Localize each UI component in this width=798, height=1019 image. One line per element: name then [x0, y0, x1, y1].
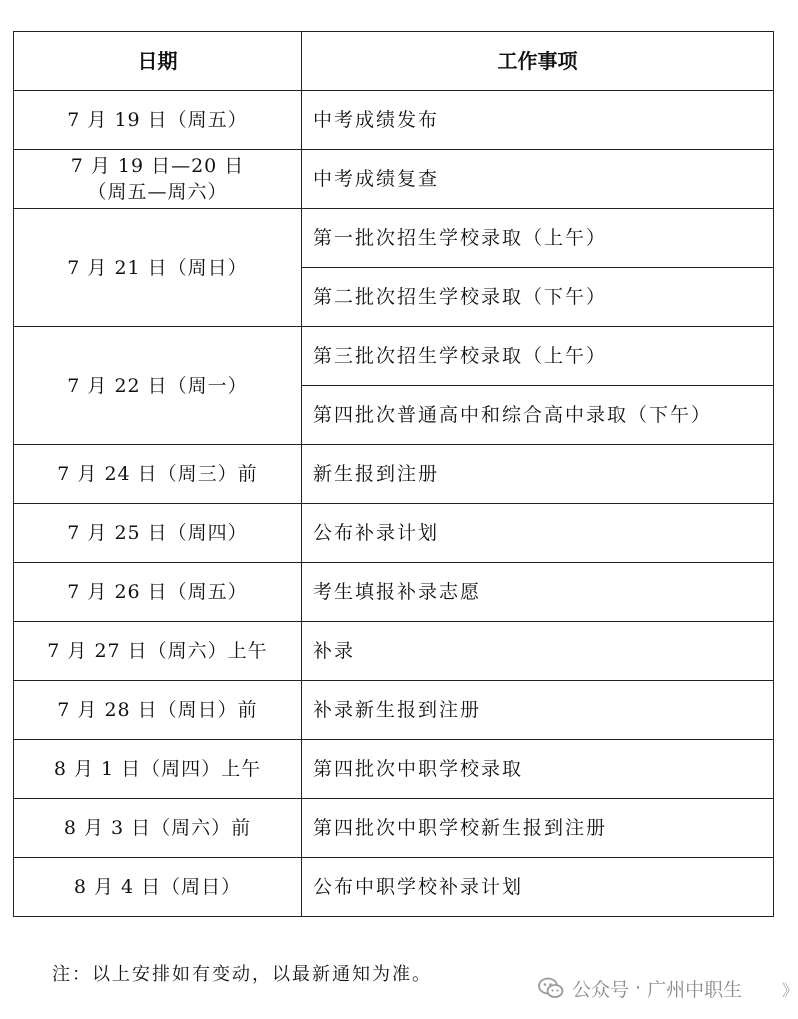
- task-cell: 第四批次普通高中和综合高中录取（下午）: [302, 386, 774, 445]
- date-cell-line1: 7 月 19 日—20 日: [70, 155, 245, 177]
- table-row: [14, 150, 774, 209]
- date-cell: 7 月 24 日（周三）前: [14, 445, 302, 504]
- date-cell: 7 月 25 日（周四）: [14, 504, 302, 563]
- date-cell-line2: （周五—周六）: [87, 181, 228, 203]
- schedule-table: [13, 31, 774, 917]
- date-cell: 7 月 28 日（周日）前: [14, 681, 302, 740]
- table-row: [14, 799, 774, 858]
- task-cell: 第四批次中职学校新生报到注册: [302, 799, 774, 858]
- table-row: [14, 622, 774, 681]
- date-cell: 7 月 19 日（周五）: [14, 91, 302, 150]
- table-row: [14, 504, 774, 563]
- task-cell: 中考成绩复查: [302, 150, 774, 209]
- wechat-icon: [538, 976, 564, 1000]
- task-cell: 公布中职学校补录计划: [302, 858, 774, 917]
- watermark-edge-glyph: 》: [781, 981, 798, 1000]
- task-cell: 考生填报补录志愿: [302, 563, 774, 622]
- task-cell: 中考成绩发布: [302, 91, 774, 150]
- date-column-header: 日期: [14, 32, 302, 91]
- task-cell: 公布补录计划: [302, 504, 774, 563]
- task-column-header: 工作事项: [302, 32, 774, 91]
- watermark-separator: ·: [635, 977, 642, 999]
- date-cell: 8 月 4 日（周日）: [14, 858, 302, 917]
- table-row: [14, 858, 774, 917]
- table-row: [14, 327, 774, 386]
- date-cell: 7 月 26 日（周五）: [14, 563, 302, 622]
- task-cell: 第三批次招生学校录取（上午）: [302, 327, 774, 386]
- table-row: [14, 740, 774, 799]
- date-cell: 7 月 27 日（周六）上午: [14, 622, 302, 681]
- watermark-label: 公众号: [572, 978, 630, 1001]
- date-cell: 8 月 1 日（周四）上午: [14, 740, 302, 799]
- date-cell: 7 月 21 日（周日）: [14, 209, 302, 327]
- table-row: [14, 445, 774, 504]
- task-cell: 补录: [302, 622, 774, 681]
- task-cell: 新生报到注册: [302, 445, 774, 504]
- table-row: [14, 209, 774, 268]
- header-row: [14, 32, 774, 91]
- date-cell: 8 月 3 日（周六）前: [14, 799, 302, 858]
- task-cell: 第一批次招生学校录取（上午）: [302, 209, 774, 268]
- footnote: 注：以上安排如有变动，以最新通知为准。: [52, 964, 432, 985]
- table-row: [14, 681, 774, 740]
- task-cell: 补录新生报到注册: [302, 681, 774, 740]
- date-cell: 7 月 22 日（周一）: [14, 327, 302, 445]
- task-cell: 第二批次招生学校录取（下午）: [302, 268, 774, 327]
- date-cell: [14, 150, 302, 209]
- watermark: [538, 974, 742, 1002]
- table-row: [14, 91, 774, 150]
- table-row: [14, 563, 774, 622]
- watermark-account: 广州中职生: [647, 978, 743, 1001]
- task-cell: 第四批次中职学校录取: [302, 740, 774, 799]
